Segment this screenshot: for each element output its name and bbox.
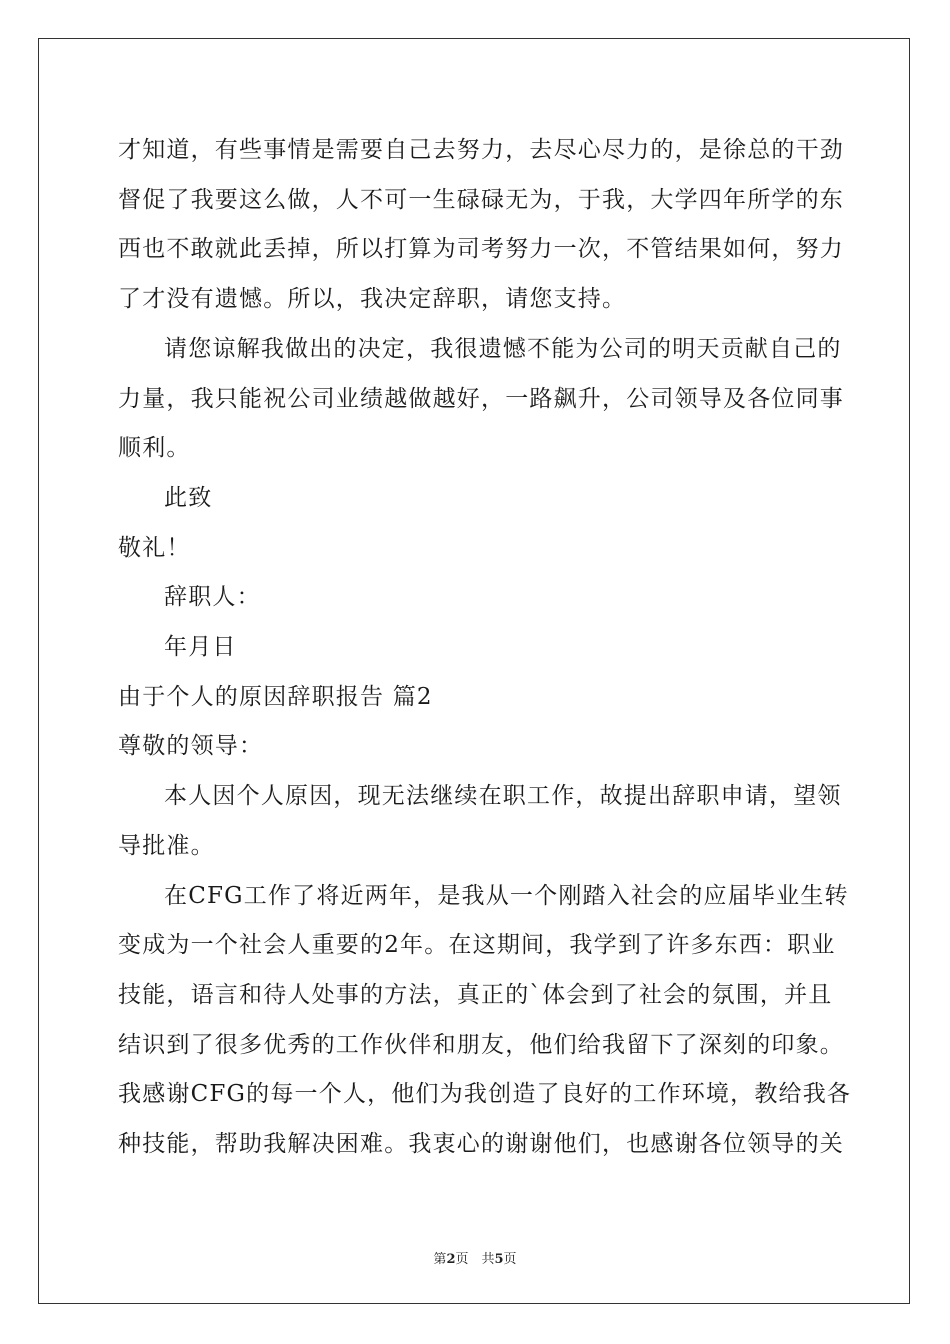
text-line: 西也不敢就此丢掉，所以打算为司考努力一次，不管结果如何，努力: [118, 236, 844, 263]
total-page-number: 5: [494, 1252, 504, 1267]
closing-line: 此致: [164, 484, 213, 511]
text-line: 变成为一个社会人重要的2年。在这期间，我学到了许多东西：职业: [118, 932, 836, 959]
text-line: 力量，我只能祝公司业绩越做越好，一路飙升，公司领导及各位同事: [118, 385, 844, 412]
text-line: 顺利。: [118, 435, 191, 462]
text-line: 了才没有遗憾。所以，我决定辞职，请您支持。: [118, 286, 627, 313]
text-line: 种技能，帮助我解决困难。我衷心的谢谢他们，也感谢各位领导的关: [118, 1131, 844, 1158]
greeting-line: 尊敬的领导：: [118, 733, 264, 760]
text-line: 技能，语言和待人处事的方法，真正的`体会到了社会的氛围，并且: [118, 981, 833, 1008]
text-line: 我感谢CFG的每一个人，他们为我创造了良好的工作环境，教给我各: [118, 1081, 852, 1108]
section-title: 由于个人的原因辞职报告 篇2: [118, 683, 433, 710]
text-line: 结识到了很多优秀的工作伙伴和朋友，他们给我留下了深刻的印象。: [118, 1031, 844, 1058]
footer-prefix: 第: [433, 1252, 447, 1267]
salutation-line: 敬礼！: [118, 534, 191, 561]
signature-line: 辞职人：: [164, 584, 261, 611]
text-line: 督促了我要这么做，人不可一生碌碌无为，于我，大学四年所学的东: [118, 186, 844, 213]
text-line: 导批准。: [118, 832, 215, 859]
text-line: 请您谅解我做出的决定，我很遗憾不能为公司的明天贡献自己的: [164, 335, 842, 362]
text-line: 本人因个人原因，现无法继续在职工作，故提出辞职申请，望领: [164, 783, 842, 810]
page-footer: [0, 1248, 950, 1267]
date-line: 年月日: [164, 634, 237, 661]
text-line: 在CFG工作了将近两年，是我从一个刚踏入社会的应届毕业生转: [164, 882, 849, 909]
current-page-number: 2: [446, 1252, 456, 1267]
footer-suffix: 页: [503, 1252, 517, 1267]
footer-mid: 页 共: [455, 1252, 495, 1267]
text-line: 才知道，有些事情是需要自己去努力，去尽心尽力的，是徐总的干劲: [118, 137, 844, 163]
document-body: [118, 126, 852, 1170]
